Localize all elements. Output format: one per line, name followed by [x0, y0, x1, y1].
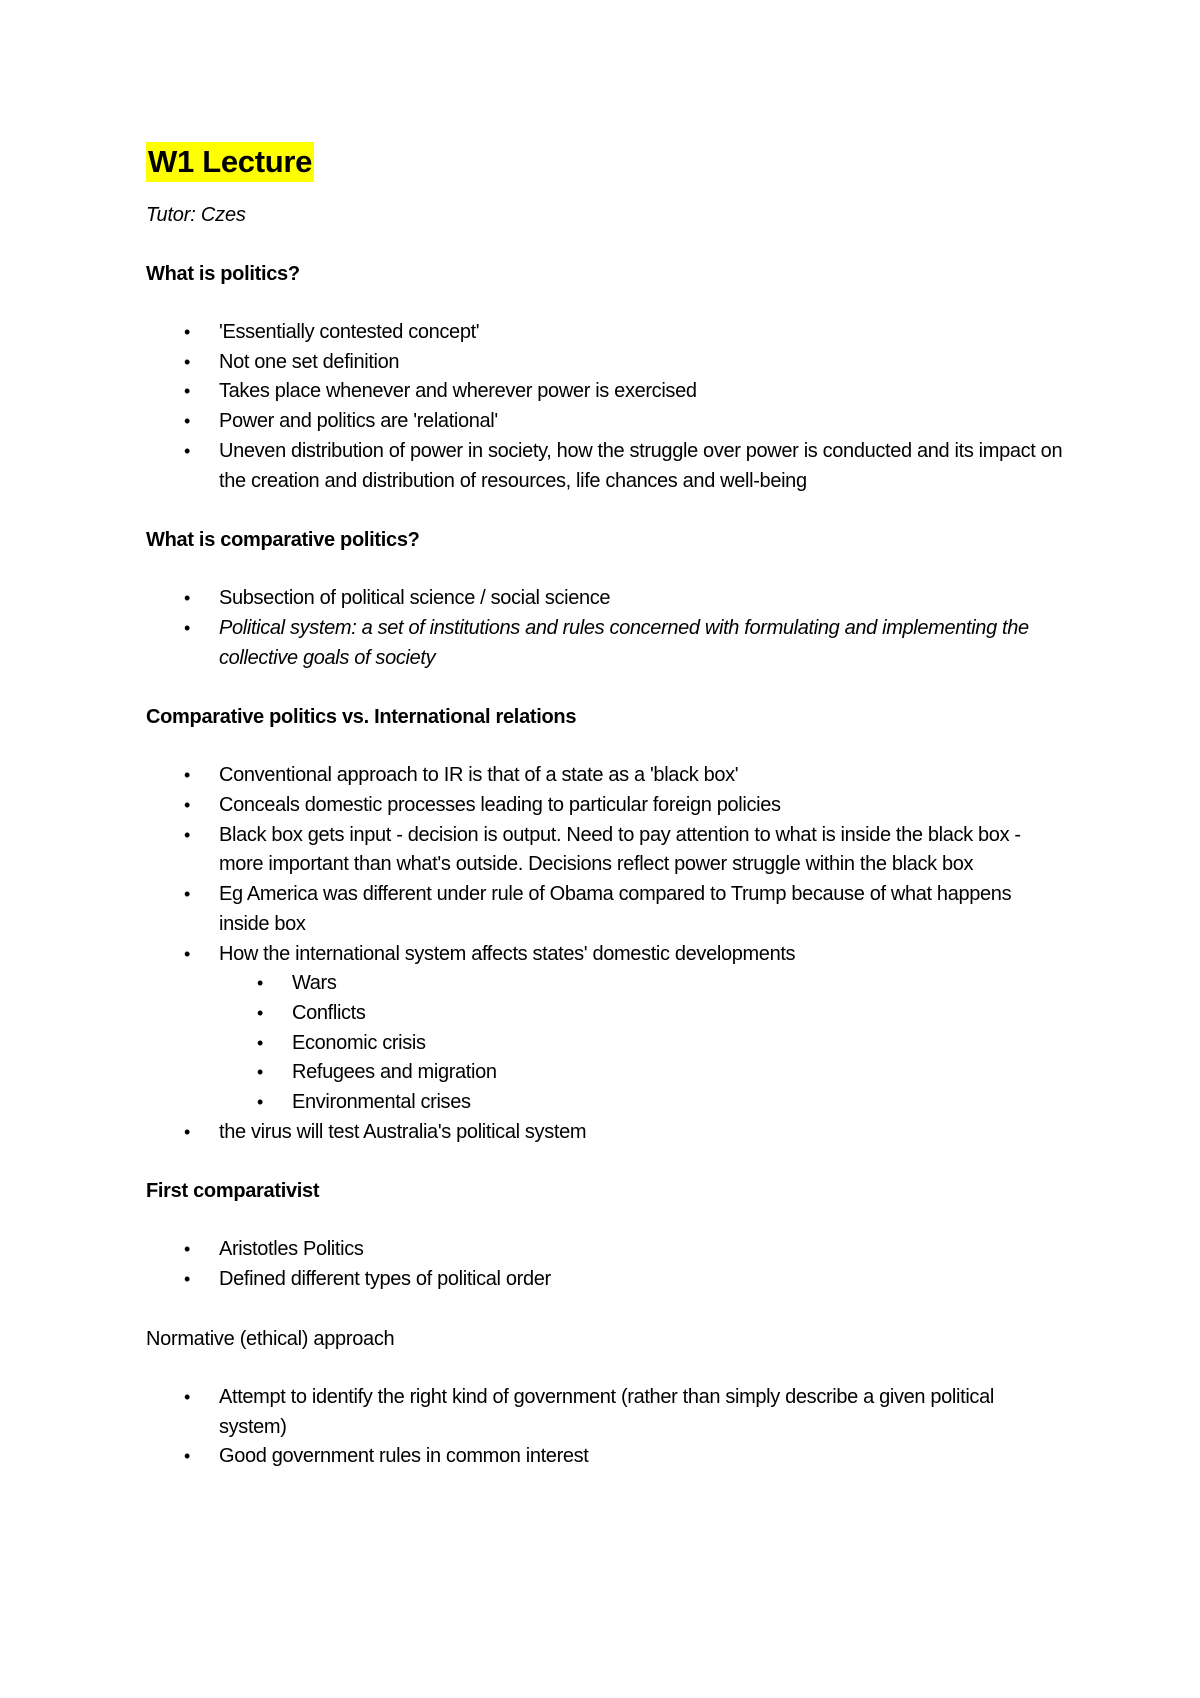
- bullet-icon: •: [184, 765, 190, 786]
- bullet-icon: •: [184, 440, 190, 461]
- sub-list-item: • Environmental crises: [219, 1088, 1066, 1118]
- list-item: • Power and politics are 'relational': [146, 407, 1066, 437]
- list-item: • Conceals domestic processes leading to particular foreign policies: [146, 791, 1066, 821]
- section-heading-politics: What is politics?: [146, 263, 300, 285]
- bullet-icon: •: [184, 1121, 190, 1142]
- list-item: • Aristotles Politics: [146, 1235, 1066, 1265]
- bullet-icon: •: [184, 824, 190, 845]
- sub-list-item: • Economic crisis: [219, 1029, 1066, 1059]
- list-item: • Defined different types of political order: [146, 1265, 1066, 1295]
- list-item: • Attempt to identify the right kind of government (rather than simply describe a given political system): [146, 1383, 1066, 1442]
- sub-list-item: • Wars: [219, 969, 1066, 999]
- bullet-list-normative: [146, 1383, 1066, 1472]
- list-item: • Conventional approach to IR is that of a state as a 'black box': [146, 761, 1066, 791]
- bullet-icon: •: [257, 1092, 263, 1113]
- bullet-list-politics: [146, 318, 1066, 496]
- tutor-line: Tutor: Czes: [146, 204, 246, 226]
- list-item: • Black box gets input - decision is output. Need to pay attention to what is inside the black box - more important than what's outside. Decisions reflect power struggle within the black box: [146, 821, 1066, 880]
- list-item: • Uneven distribution of power in society, how the struggle over power is conducted and its impact on the creation and distribution of resources, life chances and well-being: [146, 437, 1066, 496]
- list-item: • Not one set definition: [146, 348, 1066, 378]
- sub-bullet-list: [219, 969, 1066, 1118]
- list-item: • Subsection of political science / social science: [146, 584, 1066, 614]
- bullet-icon: •: [184, 411, 190, 432]
- bullet-list-first: [146, 1235, 1066, 1294]
- bullet-icon: •: [184, 1446, 190, 1467]
- bullet-icon: •: [184, 1269, 190, 1290]
- section-heading-comparative: What is comparative politics?: [146, 529, 420, 552]
- section-heading-vs-ir: Comparative politics vs. International relations: [146, 706, 577, 729]
- bullet-icon: •: [184, 588, 190, 609]
- bullet-icon: •: [257, 1032, 263, 1053]
- bullet-icon: •: [184, 795, 190, 816]
- bullet-icon: •: [184, 943, 190, 964]
- section-heading-normative: Normative (ethical) approach: [146, 1327, 395, 1350]
- bullet-icon: •: [257, 973, 263, 994]
- sub-list-item: • Refugees and migration: [219, 1058, 1066, 1088]
- bullet-icon: •: [184, 1386, 190, 1407]
- bullet-icon: •: [184, 322, 190, 342]
- document-page: [146, 142, 1066, 1472]
- sub-list-item: • Conflicts: [219, 999, 1066, 1029]
- bullet-list-comparative: [146, 584, 1066, 673]
- bullet-list-vs-ir: [146, 761, 1066, 1147]
- list-item: • Good government rules in common interest: [146, 1442, 1066, 1472]
- list-item: • Political system: a set of institutions and rules concerned with formulating and implementing the collective goals of society: [146, 614, 1066, 673]
- bullet-icon: •: [257, 1062, 263, 1083]
- bullet-icon: •: [184, 1239, 190, 1260]
- bullet-icon: •: [257, 1002, 263, 1023]
- list-item: • Eg America was different under rule of Obama compared to Trump because of what happens inside box: [146, 880, 1066, 939]
- bullet-icon: •: [184, 381, 190, 402]
- page-title: W1 Lecture: [146, 142, 314, 182]
- list-item: • 'Essentially contested concept': [146, 318, 1066, 348]
- bullet-icon: •: [184, 351, 190, 372]
- section-heading-first: First comparativist: [146, 1180, 320, 1203]
- bullet-icon: •: [184, 617, 190, 638]
- list-item: • Takes place whenever and wherever power is exercised: [146, 377, 1066, 407]
- list-item: • How the international system affects states' domestic developments • Wars • Conflicts • Economic crisis • Refugees and migration • Environmental crises: [146, 940, 1066, 1118]
- list-item: • the virus will test Australia's political system: [146, 1118, 1066, 1148]
- bullet-icon: •: [184, 884, 190, 905]
